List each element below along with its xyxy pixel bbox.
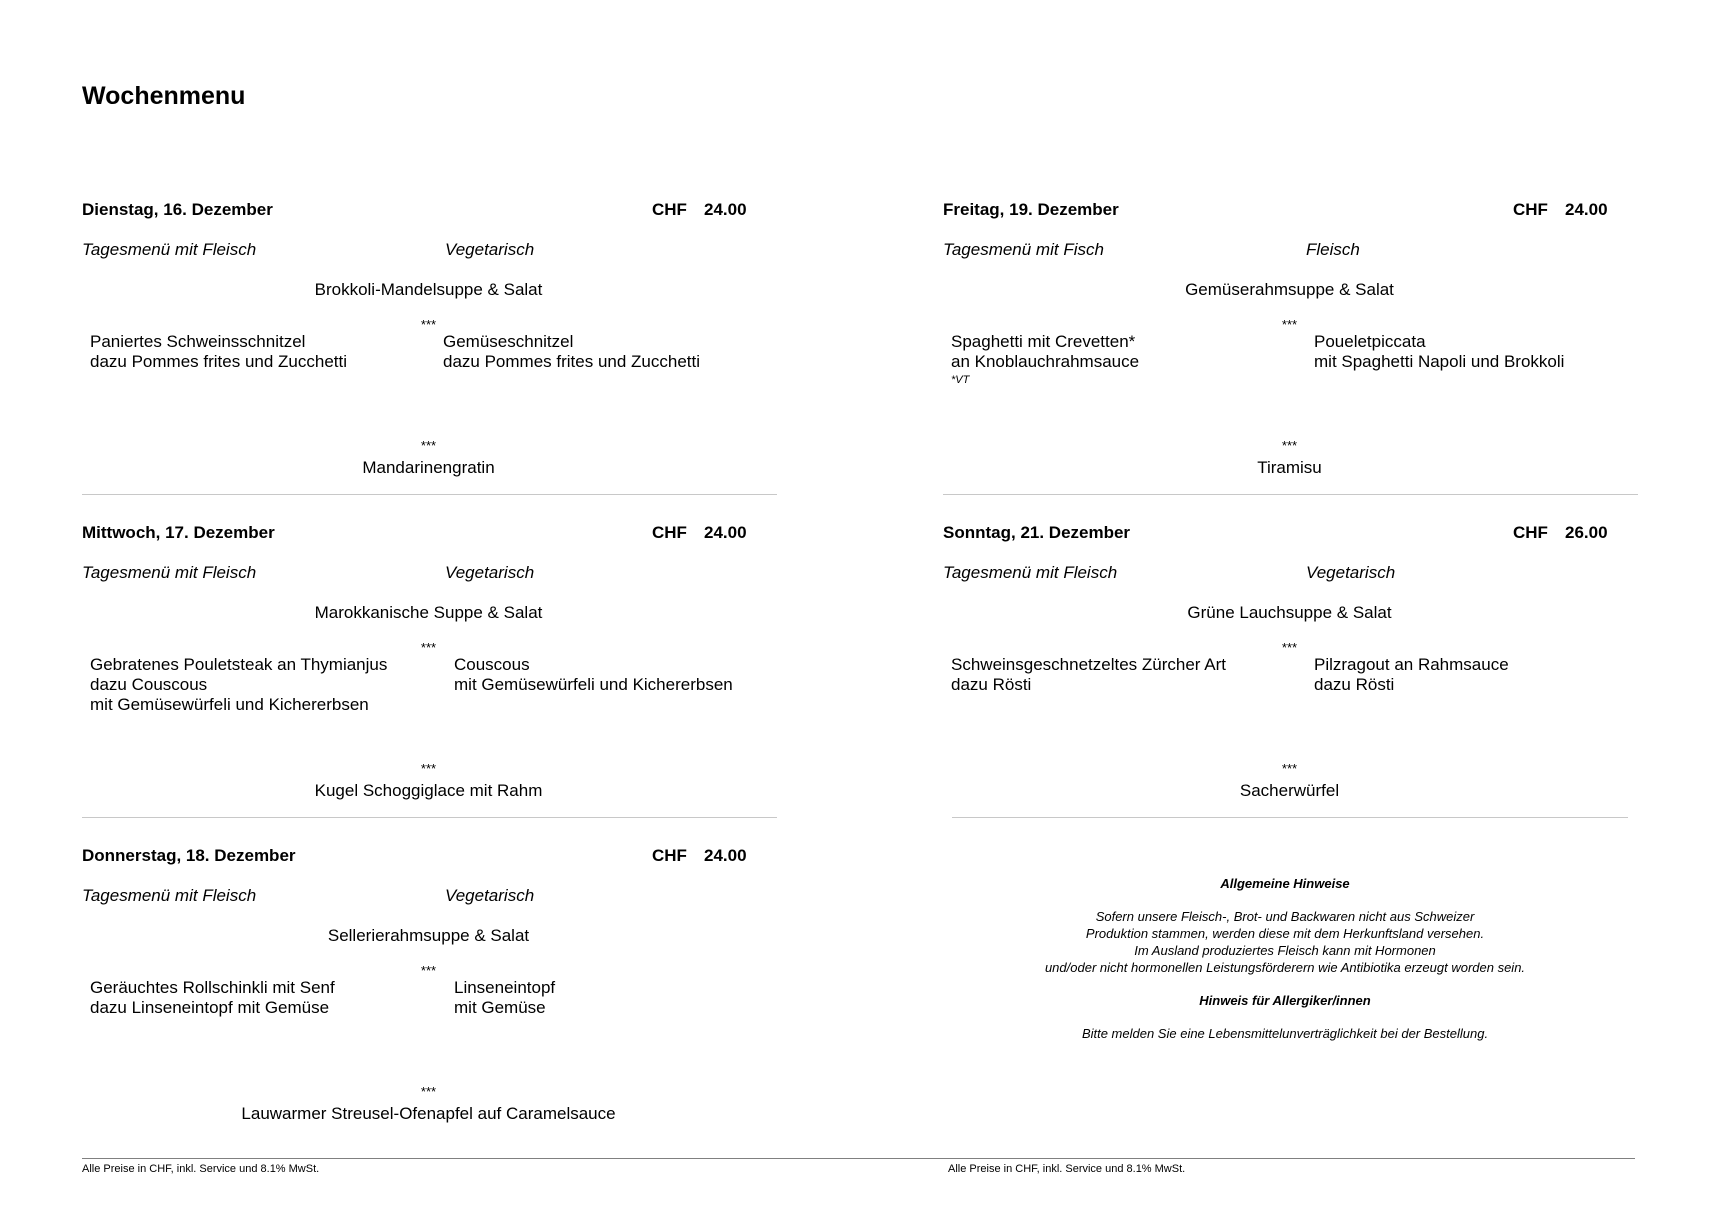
soup: Brokkoli-Mandelsuppe & Salat [314, 280, 543, 299]
soup: Sellerierahmsuppe & Salat [327, 926, 530, 945]
currency-label: CHF [652, 200, 687, 219]
category-1-label: Tagesmenü mit Fisch [943, 240, 1104, 259]
course-separator: *** [1281, 317, 1298, 332]
footer-divider [82, 1158, 1635, 1159]
course-separator: *** [1281, 640, 1298, 655]
menu-price: 26.00 [1565, 523, 1608, 542]
allergy-heading: Hinweis für Allergiker/innen [1199, 993, 1371, 1008]
course-separator: *** [420, 963, 437, 978]
category-2-label: Vegetarisch [1306, 563, 1396, 582]
category-2-label: Vegetarisch [445, 240, 535, 259]
day-menu [82, 836, 775, 1156]
course-separator: *** [420, 640, 437, 655]
course-separator: *** [420, 1084, 437, 1099]
section-divider [943, 494, 1638, 495]
soup: Gemüserahmsuppe & Salat [1185, 280, 1394, 299]
day-date: Freitag, 19. Dezember [943, 200, 1119, 219]
day-date: Sonntag, 21. Dezember [943, 523, 1131, 542]
section-divider [82, 817, 777, 818]
menu-price: 24.00 [704, 846, 747, 865]
footer-note-right: Alle Preise in CHF, inkl. Service und 8.1% MwSt. [948, 1163, 1186, 1175]
soup: Marokkanische Suppe & Salat [314, 603, 543, 622]
allergy-text: Bitte melden Sie eine Lebensmittelunverträglichkeit bei der Bestellung. [1081, 1026, 1489, 1041]
main-course-1: Paniertes Schweinsschnitzel dazu Pommes frites und Zucchetti [90, 332, 348, 371]
soup: Grüne Lauchsuppe & Salat [1187, 603, 1392, 622]
main-course-1: Geräuchtes Rollschinkli mit Senf dazu Linseneintopf mit Gemüse [90, 978, 335, 1017]
category-2-label: Fleisch [1306, 240, 1360, 259]
course-separator: *** [1281, 761, 1298, 776]
dessert: Kugel Schoggiglace mit Rahm [314, 781, 543, 800]
course-separator: *** [420, 438, 437, 453]
category-1-label: Tagesmenü mit Fleisch [82, 886, 257, 905]
main-course-2: Couscous mit Gemüsewürfeli und Kichererbsen [454, 655, 733, 694]
day-menu [943, 190, 1636, 510]
day-menu [82, 190, 775, 510]
category-1-label: Tagesmenü mit Fleisch [943, 563, 1118, 582]
main-course-note: *VT [951, 374, 970, 386]
category-1-label: Tagesmenü mit Fleisch [82, 563, 257, 582]
course-separator: *** [420, 761, 437, 776]
day-menu [82, 513, 775, 833]
menu-price: 24.00 [1565, 200, 1608, 219]
category-2-label: Vegetarisch [445, 886, 535, 905]
section-divider [952, 817, 1628, 818]
category-1-label: Tagesmenü mit Fleisch [82, 240, 257, 259]
notes-heading: Allgemeine Hinweise [1220, 876, 1350, 891]
currency-label: CHF [652, 523, 687, 542]
day-date: Donnerstag, 18. Dezember [82, 846, 296, 865]
day-date: Mittwoch, 17. Dezember [82, 523, 275, 542]
course-separator: *** [420, 317, 437, 332]
page-title: Wochenmenu [82, 82, 246, 110]
section-divider [82, 494, 777, 495]
dessert: Lauwarmer Streusel-Ofenapfel auf Caramelsauce [241, 1104, 616, 1123]
main-course-2: Gemüseschnitzel dazu Pommes frites und Zucchetti [443, 332, 701, 371]
dessert: Mandarinengratin [362, 458, 495, 477]
main-course-2: Pilzragout an Rahmsauce dazu Rösti [1314, 655, 1509, 694]
general-notes [950, 875, 1620, 1042]
main-course-2: Poueletpiccata mit Spaghetti Napoli und Brokkoli [1314, 332, 1565, 371]
dessert: Sacherwürfel [1239, 781, 1340, 800]
dessert: Tiramisu [1257, 458, 1322, 477]
day-date: Dienstag, 16. Dezember [82, 200, 273, 219]
footer-note-left: Alle Preise in CHF, inkl. Service und 8.1% MwSt. [82, 1163, 320, 1175]
main-course-2: Linseneintopf mit Gemüse [454, 978, 556, 1017]
main-course-1: Spaghetti mit Crevetten* an Knoblauchrahmsauce [951, 332, 1140, 371]
day-menu [943, 513, 1636, 833]
menu-price: 24.00 [704, 523, 747, 542]
course-separator: *** [1281, 438, 1298, 453]
notes-text: Sofern unsere Fleisch-, Brot- und Backwaren nicht aus Schweizer Produktion stammen, werden diese mit dem Herkunftsland versehen. Im Ausland produziertes Fleisch kann mit Hormonen und/oder nicht hormonellen Leistungsförderern wie Antibiotika erzeugt worden sein. [1044, 909, 1526, 975]
menu-price: 24.00 [704, 200, 747, 219]
main-course-1: Gebratenes Pouletsteak an Thymianjus dazu Couscous mit Gemüsewürfeli und Kichererbsen [90, 655, 388, 714]
currency-label: CHF [1513, 523, 1548, 542]
main-course-1: Schweinsgeschnetzeltes Zürcher Art dazu Rösti [951, 655, 1226, 694]
category-2-label: Vegetarisch [445, 563, 535, 582]
currency-label: CHF [652, 846, 687, 865]
currency-label: CHF [1513, 200, 1548, 219]
